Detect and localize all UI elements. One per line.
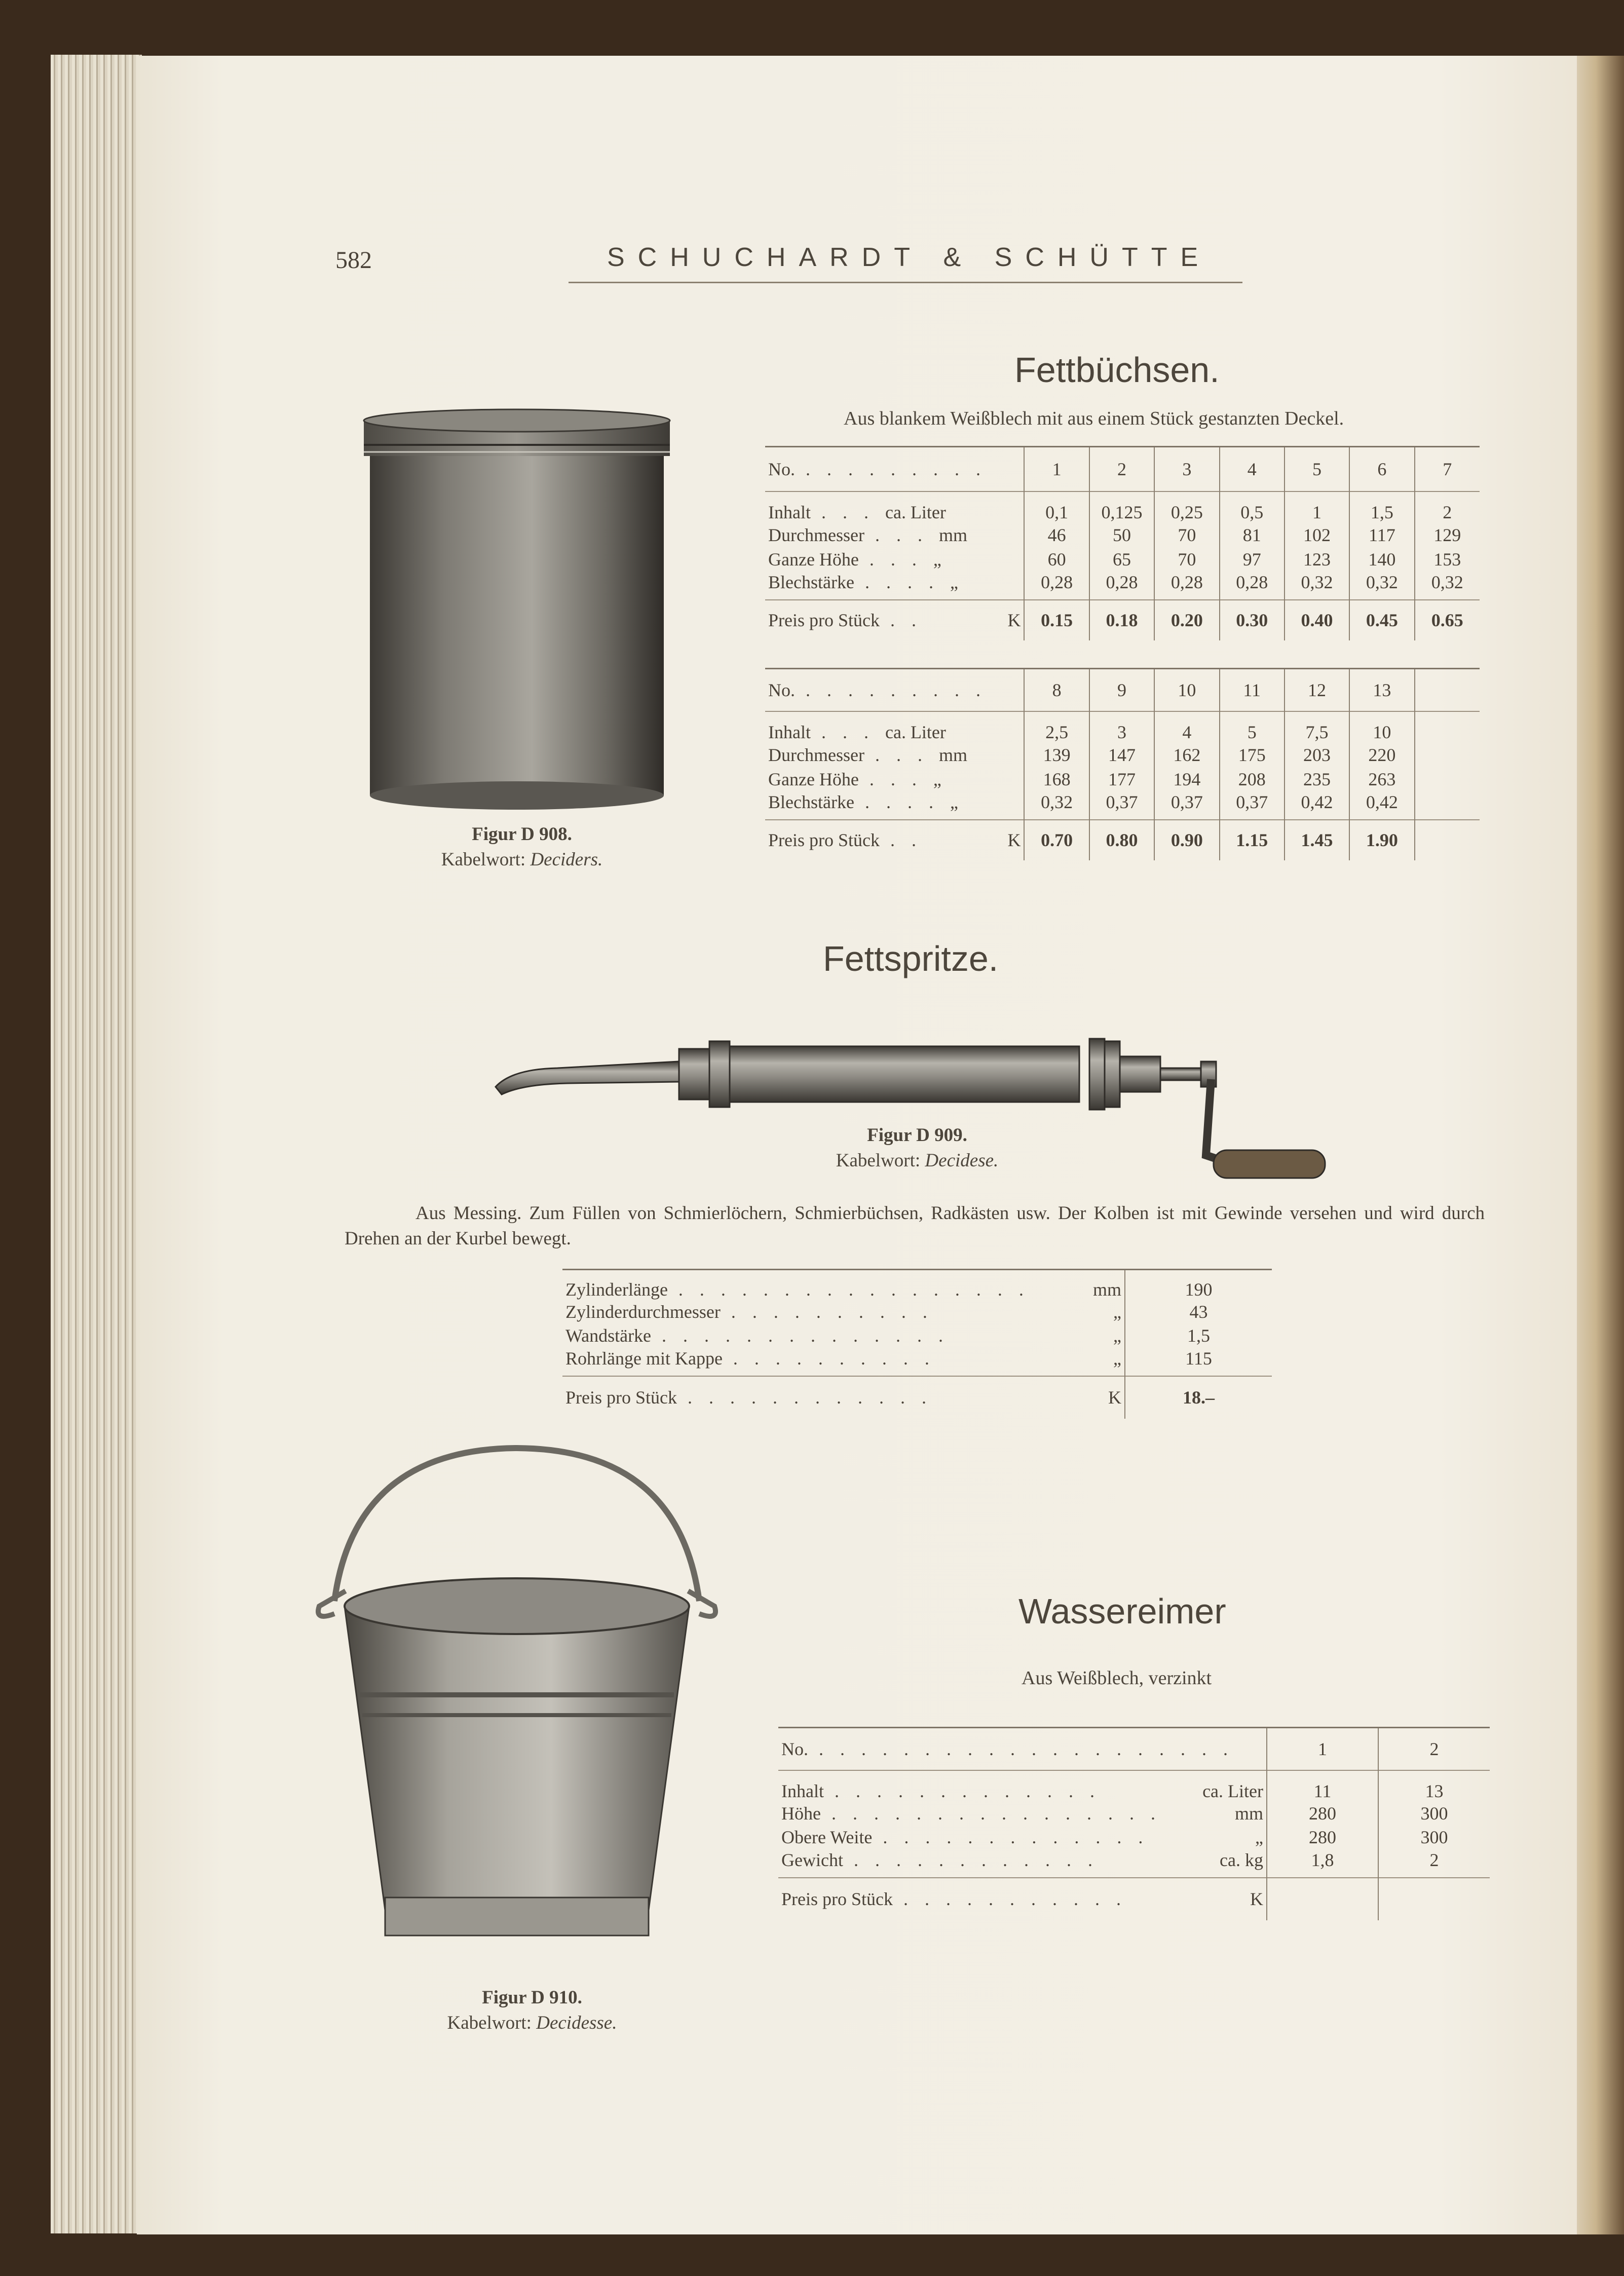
cell: 5 — [1220, 711, 1285, 743]
cable-word: Decidesse. — [536, 2013, 617, 2033]
col-no: 12 — [1285, 669, 1349, 711]
cell: 1 — [1285, 491, 1349, 523]
cell: 0,125 — [1089, 491, 1154, 523]
cell: 0,42 — [1349, 791, 1414, 820]
col-no: 13 — [1349, 669, 1414, 711]
row-label-blech: Blechstärke . . . . „ — [768, 572, 958, 592]
cell: 123 — [1285, 547, 1349, 572]
cable-label: Kabelwort: — [836, 1150, 921, 1171]
cell: 70 — [1154, 523, 1219, 547]
spec-row-value: 43 — [1125, 1300, 1272, 1324]
row-label-gewicht: Gewicht . . . . . . . . . . . . ca. kg — [781, 1849, 1263, 1870]
fig-d909-label: Figur D 909. — [867, 1125, 967, 1146]
price-cell: 0.65 — [1415, 600, 1480, 640]
price-cell — [1378, 1878, 1490, 1920]
cell: 300 — [1378, 1826, 1490, 1849]
row-label-blech: Blechstärke . . . . „ — [768, 791, 958, 812]
cell: 0,25 — [1154, 491, 1219, 523]
cell: 2 — [1378, 1849, 1490, 1878]
cell: 10 — [1349, 711, 1414, 743]
col-no: 5 — [1285, 447, 1349, 491]
col-no: 11 — [1220, 669, 1285, 711]
cell: 0,1 — [1024, 491, 1089, 523]
cell: 0,28 — [1024, 572, 1089, 600]
cell: 263 — [1349, 767, 1414, 791]
running-title: SCHUCHARDT & SCHÜTTE — [607, 243, 1212, 272]
grease-tin-illustration — [355, 405, 679, 821]
cell: 168 — [1024, 767, 1089, 791]
col-no: 1 — [1024, 447, 1089, 491]
fettspritze-title: Fettspritze. — [823, 939, 999, 978]
wassereimer-subtitle: Aus Weißblech, verzinkt — [1022, 1667, 1212, 1689]
price-cell: 0.15 — [1024, 600, 1089, 640]
empty-cell — [1415, 820, 1480, 860]
row-label-inhalt: Inhalt . . . ca. Liter — [768, 722, 946, 742]
cell: 0,32 — [1024, 791, 1089, 820]
cell: 0,28 — [1089, 572, 1154, 600]
book-page-edges — [51, 55, 142, 2233]
row-label-no: No. . . . . . . . . . — [768, 679, 987, 700]
col-no: 10 — [1154, 669, 1219, 711]
cell: 280 — [1267, 1826, 1378, 1849]
cell: 0,32 — [1415, 572, 1480, 600]
cell: 235 — [1285, 767, 1349, 791]
spec-row-value: 1,5 — [1125, 1324, 1272, 1348]
empty-cell — [1415, 791, 1480, 820]
wassereimer-title: Wassereimer — [1018, 1591, 1226, 1631]
cell: 300 — [1378, 1802, 1490, 1826]
cable-label: Kabelwort: — [447, 2013, 532, 2033]
price-cell: 0.70 — [1024, 820, 1089, 860]
cell: 7,5 — [1285, 711, 1349, 743]
spec-price-label: Preis pro Stück . . . . . . . . . . . . K — [565, 1387, 1121, 1408]
col-no: 6 — [1349, 447, 1414, 491]
cell: 162 — [1154, 743, 1219, 767]
spec-row-value: 190 — [1125, 1270, 1272, 1300]
cell: 0,32 — [1285, 572, 1349, 600]
cell: 0,28 — [1220, 572, 1285, 600]
row-label-durchmesser: Durchmesser . . . mm — [768, 744, 967, 765]
cell: 129 — [1415, 523, 1480, 547]
cell: 153 — [1415, 547, 1480, 572]
col-no: 3 — [1154, 447, 1219, 491]
cell: 97 — [1220, 547, 1285, 572]
col-no: 7 — [1415, 447, 1480, 491]
price-cell: 0.40 — [1285, 600, 1349, 640]
fig-d908-label: Figur D 908. — [472, 824, 572, 845]
fig-d908-caption — [395, 822, 649, 873]
fig-d910-caption — [405, 1985, 659, 2036]
cell: 0,37 — [1089, 791, 1154, 820]
cell: 140 — [1349, 547, 1414, 572]
cell: 1,8 — [1267, 1849, 1378, 1878]
cable-word: Deciders. — [530, 849, 603, 870]
cable-label: Kabelwort: — [441, 849, 526, 870]
facing-page-edge — [1577, 56, 1624, 2234]
cell: 194 — [1154, 767, 1219, 791]
col-no: 2 — [1378, 1728, 1490, 1770]
row-label-hoehe: Ganze Höhe . . . „ — [768, 549, 941, 570]
cell: 177 — [1089, 767, 1154, 791]
cell: 203 — [1285, 743, 1349, 767]
price-cell: 0.30 — [1220, 600, 1285, 640]
fettspritze-table — [562, 1269, 1272, 1419]
fettbuechsen-table-2 — [765, 668, 1480, 860]
price-cell: 1.15 — [1220, 820, 1285, 860]
spec-row-label: Zylinderdurchmesser . . . . . . . . . . „ — [565, 1302, 1121, 1322]
empty-cell — [1415, 743, 1480, 767]
price-cell: 1.45 — [1285, 820, 1349, 860]
cell: 147 — [1089, 743, 1154, 767]
cell: 102 — [1285, 523, 1349, 547]
cell: 0,28 — [1154, 572, 1219, 600]
cable-word: Decidese. — [925, 1150, 999, 1171]
cell: 11 — [1267, 1770, 1378, 1802]
spec-row-value: 115 — [1125, 1348, 1272, 1376]
col-no: 1 — [1267, 1728, 1378, 1770]
row-label-preis: Preis pro Stück . . K — [768, 830, 1021, 850]
cell: 0,37 — [1154, 791, 1219, 820]
cell: 0,5 — [1220, 491, 1285, 523]
cell: 280 — [1267, 1802, 1378, 1826]
row-label-hoehe: Ganze Höhe . . . „ — [768, 769, 941, 789]
cell: 1,5 — [1349, 491, 1414, 523]
fettbuechsen-title: Fettbüchsen. — [1014, 350, 1220, 390]
row-label-inhalt: Inhalt . . . . . . . . . . . . . ca. Liter — [781, 1780, 1263, 1801]
fig-d910-label: Figur D 910. — [482, 1987, 582, 2008]
cell: 0,42 — [1285, 791, 1349, 820]
row-label-no: No. . . . . . . . . . — [768, 459, 987, 479]
price-cell: 0.45 — [1349, 600, 1414, 640]
cell: 81 — [1220, 523, 1285, 547]
page-number: 582 — [335, 247, 372, 274]
water-bucket-illustration — [304, 1439, 730, 1976]
col-no: 8 — [1024, 669, 1089, 711]
price-cell: 0.90 — [1154, 820, 1219, 860]
cell: 60 — [1024, 547, 1089, 572]
cell: 208 — [1220, 767, 1285, 791]
fettbuechsen-subtitle: Aus blankem Weißblech mit aus einem Stück gestanzten Deckel. — [844, 408, 1344, 429]
wassereimer-table — [778, 1727, 1490, 1920]
spec-row-label: Zylinderlänge . . . . . . . . . . . . . . . . . mm — [565, 1279, 1121, 1300]
row-label-durchmesser: Durchmesser . . . mm — [768, 524, 967, 545]
col-no: 2 — [1089, 447, 1154, 491]
fettspritze-description: Aus Messing. Zum Füllen von Schmierlöchern, Schmierbüchsen, Radkästen usw. Der Kolben ist mit Gewinde versehen und wird durch Drehen an der Kurbel bewegt. — [345, 1203, 1485, 1249]
row-label-no: No. . . . . . . . . . . . . . . . . . . . . — [781, 1738, 1234, 1759]
row-label-hoehe: Höhe . . . . . . . . . . . . . . . . mm — [781, 1803, 1263, 1824]
empty-cell — [1415, 711, 1480, 743]
cell: 0,37 — [1220, 791, 1285, 820]
empty-cell — [1415, 669, 1480, 711]
fig-d909-caption — [790, 1123, 1044, 1173]
header-rule — [569, 282, 1242, 283]
cell: 3 — [1089, 711, 1154, 743]
cell: 220 — [1349, 743, 1414, 767]
row-label-obere-weite: Obere Weite . . . . . . . . . . . . . „ — [781, 1827, 1263, 1847]
cell: 139 — [1024, 743, 1089, 767]
row-label-preis: Preis pro Stück . . . . . . . . . . . K — [781, 1889, 1263, 1909]
cell: 70 — [1154, 547, 1219, 572]
cell: 46 — [1024, 523, 1089, 547]
cell: 117 — [1349, 523, 1414, 547]
col-no: 9 — [1089, 669, 1154, 711]
spec-row-label: Rohrlänge mit Kappe . . . . . . . . . . „ — [565, 1348, 1121, 1369]
price-cell: 0.20 — [1154, 600, 1219, 640]
price-cell — [1267, 1878, 1378, 1920]
col-no: 4 — [1220, 447, 1285, 491]
cell: 4 — [1154, 711, 1219, 743]
cell: 175 — [1220, 743, 1285, 767]
cell: 0,32 — [1349, 572, 1414, 600]
cell: 2,5 — [1024, 711, 1089, 743]
price-cell: 0.80 — [1089, 820, 1154, 860]
spec-price-value: 18.– — [1125, 1376, 1272, 1419]
row-label-preis: Preis pro Stück . . K — [768, 610, 1021, 630]
row-label-inhalt: Inhalt . . . ca. Liter — [768, 502, 946, 522]
fettbuechsen-table-1 — [765, 446, 1480, 640]
price-cell: 0.18 — [1089, 600, 1154, 640]
cell: 65 — [1089, 547, 1154, 572]
empty-cell — [1415, 767, 1480, 791]
cell: 2 — [1415, 491, 1480, 523]
cell: 50 — [1089, 523, 1154, 547]
cell: 13 — [1378, 1770, 1490, 1802]
spec-row-label: Wandstärke . . . . . . . . . . . . . . „ — [565, 1325, 1121, 1346]
price-cell: 1.90 — [1349, 820, 1414, 860]
